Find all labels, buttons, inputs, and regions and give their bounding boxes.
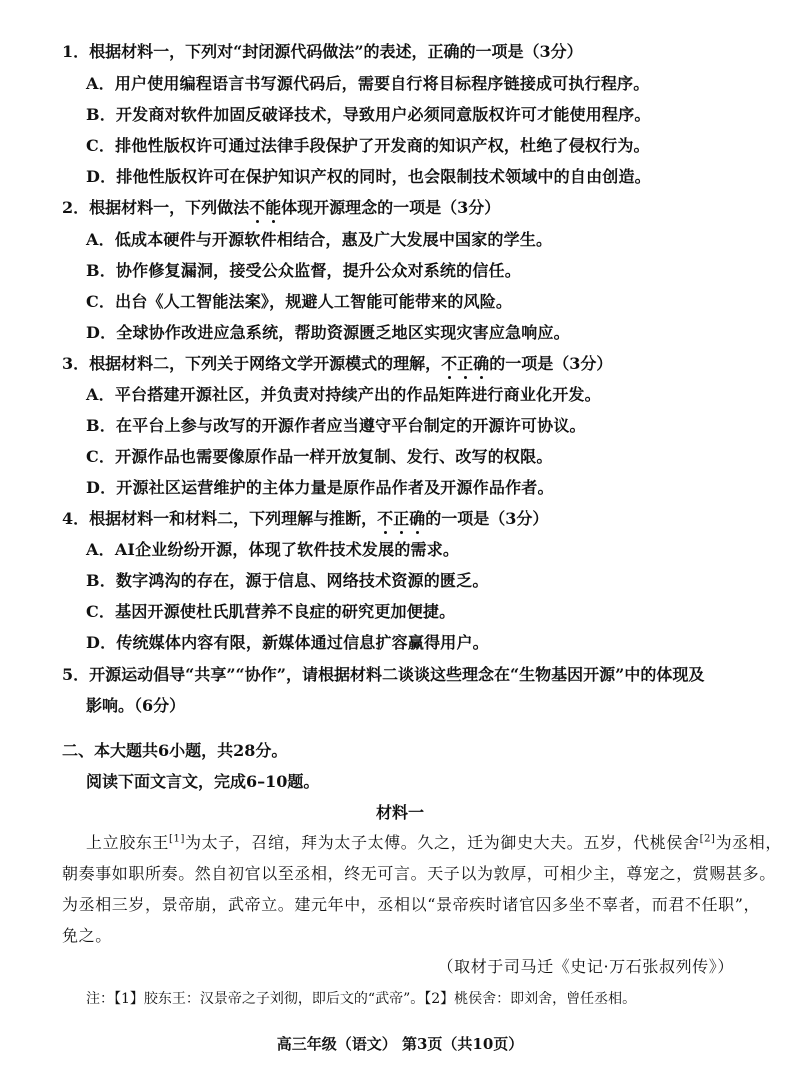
- question-3-option-a: A．平台搭建开源社区，并负责对持续产出的作品矩阵进行商业化开发。: [86, 385, 601, 404]
- question-4-stem-post: 的一项是（3分）: [425, 509, 549, 528]
- emphasis-char: 确: [473, 354, 490, 373]
- emphasis-char: 不: [441, 354, 458, 373]
- question-4-option-b: B．数字鸿沟的存在，源于信息、网络技术资源的匮乏。: [86, 571, 489, 590]
- question-3-stem: [62, 354, 612, 374]
- emphasis-char: 不: [377, 509, 394, 528]
- question-4-option-a: A．AI企业纷纷开源，体现了软件技术发展的需求。: [86, 540, 460, 559]
- question-1-stem: 1．根据材料一，下列对“封闭源代码做法”的表述，正确的一项是（3分）: [62, 42, 583, 61]
- question-2-option-d: D．全球协作改进应急系统，帮助资源匮乏地区实现灾害应急响应。: [86, 323, 570, 342]
- passage-line-1-b: 为太子，召绾，拜为太子太傅。久之，迁为御史大夫。五岁，代桃侯舍: [184, 833, 700, 852]
- footnote-ref-2: [2]: [699, 833, 716, 845]
- question-2-option-b: B．协作修复漏洞，接受公众监督，提升公众对系统的信任。: [86, 261, 521, 280]
- passage-line-1-a: 上立胶东王: [86, 833, 170, 852]
- question-4-stem-pre: 4．根据材料一和材料二，下列理解与推断，: [62, 509, 378, 528]
- question-3-option-d: D．开源社区运营维护的主体力量是原作品作者及开源作品作者。: [86, 478, 554, 497]
- passage-line-2: 朝奏事如职所奏。然自初官以至丞相，终无可言。天子以为敦厚，可相少主，尊宠之，赏赐甚多。: [62, 864, 776, 883]
- question-2-stem-emphasis: [249, 198, 281, 217]
- emphasis-char: 不: [249, 198, 266, 217]
- passage-source: （取材于司马迁《史记·万石张叔列传》）: [437, 957, 734, 976]
- question-1-option-c: C．排他性版权许可通过法律手段保护了开发商的知识产权，杜绝了侵权行为。: [86, 136, 650, 155]
- question-5-stem-line-2: 影响。（6分）: [86, 696, 186, 715]
- question-2-stem-post: 体现开源理念的一项是（3分）: [281, 198, 501, 217]
- passage-line-4: 免之。: [62, 926, 112, 945]
- question-3-stem-post: 的一项是（3分）: [489, 354, 613, 373]
- emphasis-char: 正: [457, 354, 474, 373]
- question-1-option-a: A．用户使用编程语言书写源代码后，需要自行将目标程序链接成可执行程序。: [86, 74, 650, 93]
- section-instruction: 阅读下面文言文，完成6–10题。: [86, 772, 320, 791]
- passage-line-3: 为丞相三岁，景帝崩，武帝立。建元年中，丞相以“景帝疾时诸官囚多坐不辜者，而君不任职”，: [62, 895, 761, 914]
- question-3-stem-pre: 3．根据材料二，下列关于网络文学开源模式的理解，: [62, 354, 442, 373]
- question-1-option-b: B．开发商对软件加固反破译技术，导致用户必须同意版权许可才能使用程序。: [86, 105, 651, 124]
- question-3-stem-emphasis: [441, 354, 489, 373]
- question-1-option-d: D．排他性版权许可在保护知识产权的同时，也会限制技术领域中的自由创造。: [86, 167, 651, 186]
- question-3-option-b: B．在平台上参与改写的开源作者应当遵守平台制定的开源许可协议。: [86, 416, 586, 435]
- question-2-option-c: C．出台《人工智能法案》，规避人工智能可能带来的风险。: [86, 292, 513, 311]
- emphasis-char: 确: [409, 509, 426, 528]
- question-5-stem-line-1: 5．开源运动倡导“共享”“协作”，请根据材料二谈谈这些理念在“生物基因开源”中的体现及: [62, 665, 705, 684]
- question-4-stem: [62, 509, 548, 529]
- question-2-option-a: A．低成本硬件与开源软件相结合，惠及广大发展中国家的学生。: [86, 230, 553, 249]
- question-3-option-c: C．开源作品也需要像原作品一样开放复制、发行、改写的权限。: [86, 447, 553, 466]
- question-4-stem-emphasis: [377, 509, 425, 528]
- page-footer: 高三年级（语文） 第3页（共10页）: [276, 1035, 524, 1053]
- section-heading: 二、本大题共6小题，共28分。: [62, 741, 288, 760]
- question-4-option-d: D．传统媒体内容有限，新媒体通过信息扩容赢得用户。: [86, 633, 489, 652]
- footnote-ref-1: [1]: [169, 833, 185, 845]
- question-2-stem-pre: 2．根据材料一，下列做法: [62, 198, 250, 217]
- material-title: 材料一: [375, 803, 424, 822]
- question-4-option-c: C．基因开源使杜氏肌营养不良症的研究更加便捷。: [86, 602, 456, 621]
- question-2-stem: [62, 198, 500, 218]
- passage-line-1-c: 为丞相，: [715, 833, 782, 852]
- passage-note: 注：【1】胶东王：汉景帝之子刘彻，即后文的“武帝”。【2】桃侯舍：即刘舍，曾任丞相。: [86, 991, 637, 1007]
- emphasis-char: 能: [265, 198, 282, 217]
- emphasis-char: 正: [393, 509, 410, 528]
- passage-line-1: [86, 833, 782, 853]
